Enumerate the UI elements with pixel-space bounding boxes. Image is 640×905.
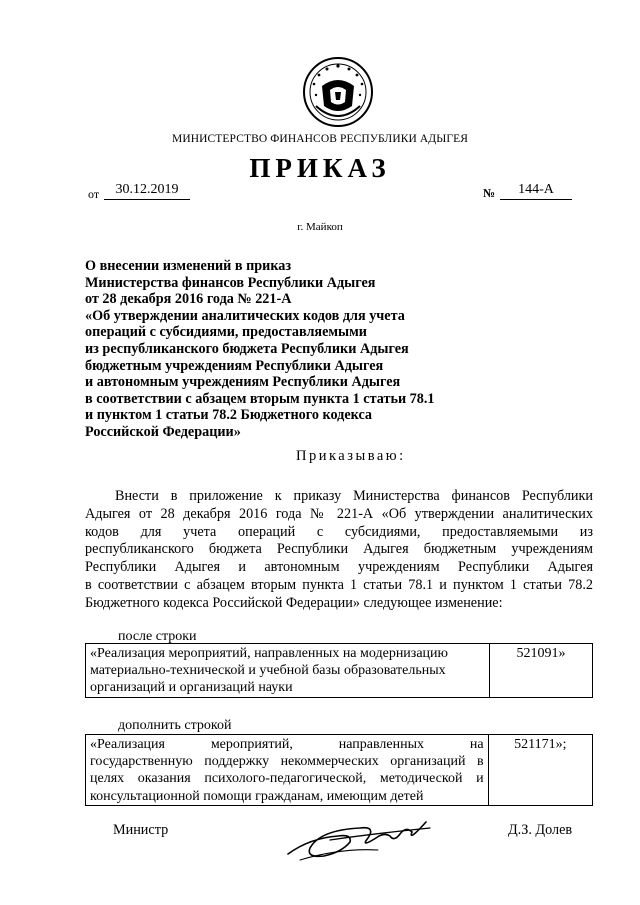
subject-line: Министерства финансов Республики Адыгея: [85, 274, 376, 291]
subject-line: О внесении изменений в приказ: [85, 258, 292, 274]
add-row-label: дополнить строкой: [118, 718, 232, 733]
after-row-label: после строки: [118, 629, 197, 644]
subject-line: Российской Федерации»: [85, 423, 241, 440]
subject-line: в соответствии с абзацем вторым пункта 1 статьи 78.1: [85, 390, 435, 407]
after-row-table: [85, 643, 593, 698]
document-subject: [85, 258, 505, 441]
subject-line: бюджетным учреждениям Республики Адыгея: [85, 357, 384, 374]
paragraph-line: республиканского бюджета Республики Адыгея бюджетным учреждениям: [85, 541, 593, 558]
subject-line: «Об утверждении аналитических кодов для учета: [85, 307, 405, 324]
cell-line: материально-технической и учебной базы образовательных: [90, 663, 446, 679]
row-code: 521091»: [516, 646, 566, 661]
cell-line: государственную поддержку некоммерческих организаций в: [90, 754, 484, 770]
body-paragraph: [85, 488, 593, 613]
coat-of-arms-emblem: [302, 56, 374, 128]
subject-line: от 28 декабря 2016 года № 221-А: [85, 291, 292, 308]
table-row: [86, 644, 593, 698]
handwritten-signature: [280, 808, 440, 868]
cell-line: целях оказания психолого-педагогической, методической и: [90, 771, 484, 787]
paragraph-line: кодов для учета операций с субсидиями, предоставляемыми из: [85, 523, 593, 540]
row-code-cell: [488, 735, 592, 806]
cell-line: организаций и организаций науки: [90, 680, 293, 696]
subject-line: операций с субсидиями, предоставляемыми: [85, 324, 367, 341]
row-text-cell: [86, 644, 490, 698]
city: г. Майкоп: [297, 221, 343, 233]
row-text-cell: [86, 735, 489, 806]
cell-line: консультационной помощи гражданам, имеющим детей: [90, 788, 424, 804]
document-date: 30.12.2019: [104, 182, 190, 200]
paragraph-line: Республики Адыгея и автономным учреждениям Республики Адыгея: [85, 559, 593, 576]
subject-line: и автономным учреждениям Республики Адыгея: [85, 374, 401, 391]
order-word: Приказываю:: [296, 448, 406, 464]
signer-name: Д.З. Долев: [508, 822, 573, 838]
ministry-name: МИНИСТЕРСТВО ФИНАНСОВ РЕСПУБЛИКИ АДЫГЕЯ: [172, 133, 468, 145]
signer-position: Министр: [113, 822, 169, 838]
paragraph-line: Адыгея от 28 декабря 2016 года № 221-А «Об утверждении аналитических: [85, 505, 593, 522]
document-title: ПРИКАЗ: [249, 153, 391, 183]
paragraph-line: Внести в приложение к приказу Министерства финансов Республики: [115, 488, 593, 504]
paragraph-line: в соответствии с абзацем вторым пункта 1 статьи 78.1 и пунктом 1 статьи 78.2: [85, 576, 593, 593]
cell-line: «Реализация мероприятий, направленных на модернизацию: [90, 646, 448, 661]
document-number: 144-А: [500, 182, 572, 200]
table-row: [86, 735, 593, 806]
number-prefix: №: [483, 186, 496, 200]
subject-line: из республиканского бюджета Республики Адыгея: [85, 340, 409, 357]
cell-line: «Реализация мероприятий, направленных на: [90, 737, 484, 752]
subject-line: и пунктом 1 статьи 78.2 Бюджетного кодекса: [85, 407, 373, 424]
row-code: 521171»;: [514, 737, 567, 752]
paragraph-line: Бюджетного кодекса Российской Федерации» следующее изменение:: [85, 594, 503, 611]
add-row-table: [85, 734, 593, 806]
row-code-cell: [490, 644, 593, 698]
date-prefix: от: [88, 187, 100, 201]
